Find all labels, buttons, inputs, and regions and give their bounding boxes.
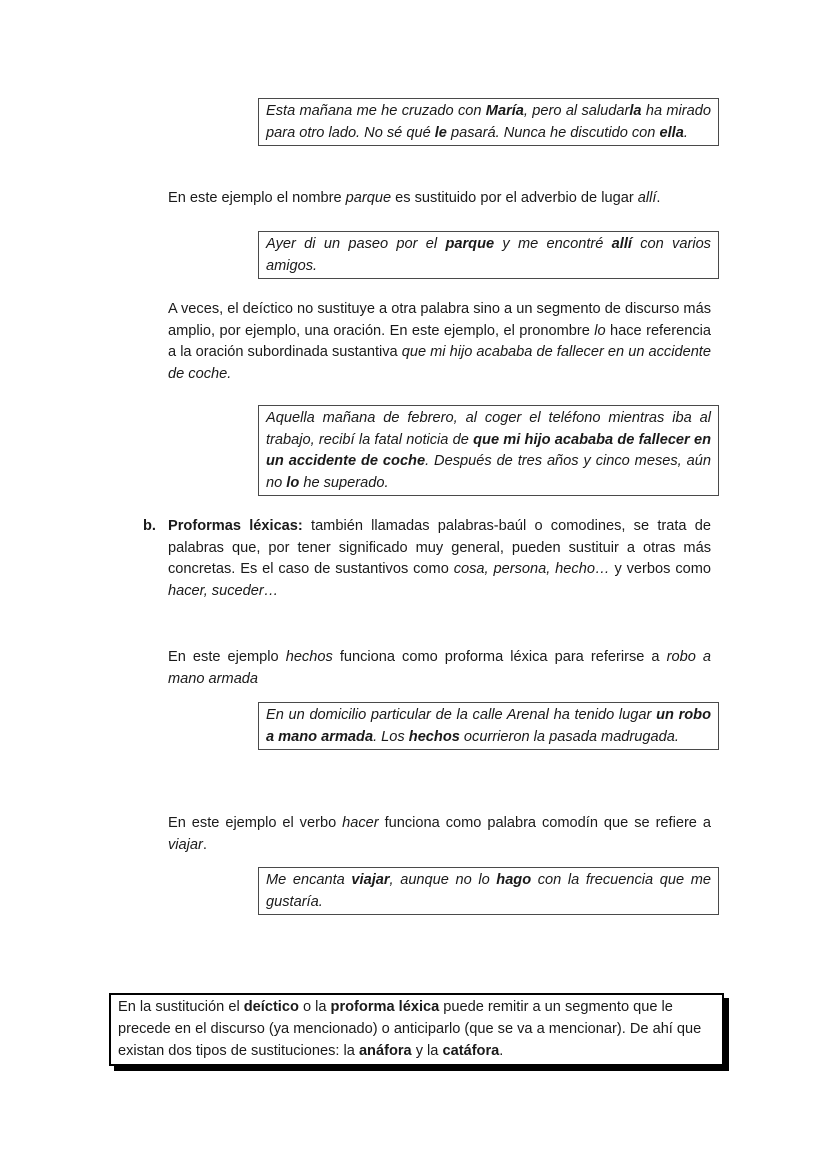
text-run: Ayer di un paseo por el [266,236,446,252]
emphasized-text: anáfora [358,1043,412,1059]
text-run: . [499,1043,504,1059]
example-box-febrero [258,405,719,496]
text-run: y la [411,1043,443,1059]
list-item-proformas-lexicas [168,516,711,602]
text-run: puede remitir a un segmento que le precede en el discurso (ya mencionado) o anticiparlo (que se va a mencionar). De ahí que existan dos tipos de sustituciones: la [118,999,702,1059]
italic-text: hechos [285,649,333,665]
text-run: Esta mañana me he cruzado con [266,103,486,119]
italic-text: robo a mano armada [168,649,711,687]
text-run: funciona como proforma léxica para referirse a [332,649,667,665]
text-run: con varios amigos. [266,236,711,274]
example-box-viajar [258,867,719,915]
text-run: Me encanta [266,872,352,888]
text-run: . Después de tres años y cinco meses, aún no [266,453,711,491]
example-box-maria [258,98,719,146]
text-run: . [656,190,661,206]
text-run: ha mirado para otro lado. No sé qué [266,103,712,141]
text-run: funciona como palabra comodín que se refiere a [378,815,711,831]
italic-text: parque [345,190,392,206]
text-run: y me encontré [494,236,612,252]
emphasized-text: proforma léxica [330,999,440,1015]
italic-text: cosa, persona, hecho… [453,561,610,577]
text-run: , pero al saludar [523,103,630,119]
text-run: ocurrieron la pasada madrugada. [459,728,679,745]
text-run: En este ejemplo el verbo [168,815,343,831]
text-run: o la [298,999,331,1015]
italic-text: allí [637,190,657,206]
emphasized-text: lo [286,474,300,491]
emphasized-text: la [629,103,642,119]
example-box-parque [258,231,719,279]
text-run: y verbos como [609,561,712,577]
text-run: Aquella mañana de febrero, al coger el teléfono mientras iba al trabajo, recibí la fatal noticia de [266,410,711,448]
text-run: , aunque no lo [389,872,497,888]
emphasized-text: parque [445,236,495,252]
text-run: . [683,124,688,141]
summary-box-anafora-catafora [109,993,724,1066]
text-run: . [202,836,207,853]
text-run: hace referencia a la oración subordinada sustantiva [168,322,711,360]
emphasized-text: hechos [408,728,460,745]
italic-text: lo [594,322,606,339]
emphasized-text: catáfora [442,1043,500,1059]
text-run: En este ejemplo [168,649,286,665]
italic-text: que mi hijo acababa de fallecer en un accidente de coche. [168,344,711,382]
italic-text: hacer [342,815,379,831]
emphasized-text: allí [611,236,632,252]
text-run: En la sustitución el [118,999,244,1015]
text-run: es sustituido por el adverbio de lugar [391,190,638,206]
paragraph-parque-intro [168,188,711,210]
emphasized-text: hago [496,872,532,888]
text-run: pasará. Nunca he discutido con [446,124,660,141]
italic-text: viajar [168,836,203,853]
text-run: también llamadas palabras-baúl o comodines, se trata de palabras que, por tener significado muy general, pueden sustituir a otras más concretas. Es el caso de sustantivos como [168,518,711,577]
text-run: he superado. [299,474,389,491]
paragraph-hacer-intro [168,813,711,856]
paragraph-hechos-intro [168,647,711,690]
emphasized-text: deíctico [243,999,299,1015]
example-box-robo [258,702,719,750]
emphasized-text: que mi hijo acababa de fallecer en un accidente de coche [266,431,711,469]
emphasized-text: viajar [351,872,390,888]
text-run: En un domicilio particular de la calle Arenal ha tenido lugar [266,707,657,723]
emphasized-text: ella [659,124,684,141]
text-run: A veces, el deíctico no sustituye a otra palabra sino a un segmento de discurso más amplio, por ejemplo, una oración. En este ejemplo, el pronombre [168,301,711,339]
list-marker-b: b. [143,518,156,534]
emphasized-text: le [434,124,447,141]
paragraph-segmento-intro [168,299,711,385]
text-run: En este ejemplo el nombre [168,190,346,206]
text-run: . Los [373,728,409,745]
emphasized-text: María [485,103,524,119]
list-item-term: Proformas léxicas: [168,518,303,534]
italic-text: hacer, suceder… [168,582,279,599]
emphasized-text: un robo a mano armada [266,707,711,745]
text-run: con la frecuencia que me gustaría. [266,872,711,910]
